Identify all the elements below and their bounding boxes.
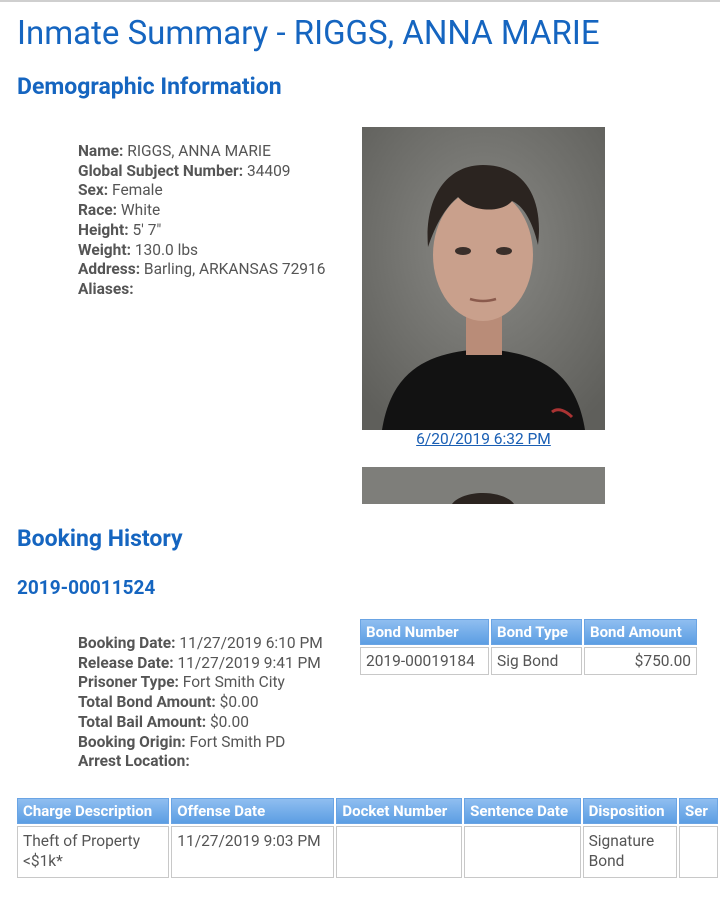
- charge-table: [15, 796, 720, 880]
- field-weight: Weight: 130.0 lbs: [78, 240, 199, 259]
- cell-offense-date: 11/27/2019 9:03 PM: [171, 826, 334, 878]
- demographic-info: [78, 142, 325, 300]
- booking-info: [78, 634, 323, 772]
- cell-docket-number: [336, 826, 462, 878]
- col-sentence-date[interactable]: Sentence Date: [464, 798, 580, 824]
- booking-history-heading: Booking History: [17, 525, 183, 552]
- booking-number: 2019-00011524: [17, 576, 156, 599]
- mugshot-date-link[interactable]: 6/20/2019 6:32 PM: [416, 430, 551, 448]
- field-release-date: Release Date: 11/27/2019 9:41 PM: [78, 653, 321, 672]
- cell-bond-number: 2019-00019184: [360, 647, 489, 675]
- table-row: [360, 647, 697, 675]
- top-divider: [0, 0, 720, 2]
- table-row: [17, 826, 718, 878]
- cell-bond-amount: $750.00: [584, 647, 697, 675]
- field-name: Name: RIGGS, ANNA MARIE: [78, 142, 271, 160]
- bond-table-header: [360, 619, 697, 645]
- cell-charge-description: Theft of Property <$1k*: [17, 826, 169, 878]
- col-bond-amount[interactable]: Bond Amount: [584, 619, 697, 645]
- col-sentence[interactable]: Ser: [679, 798, 718, 824]
- bond-table: [358, 617, 699, 677]
- charge-table-header: [17, 798, 718, 824]
- demographic-heading: Demographic Information: [17, 73, 282, 100]
- mugshot-photo[interactable]: [362, 127, 605, 430]
- field-race: Race: White: [78, 201, 161, 220]
- mugshot-portrait-icon-2: [362, 467, 605, 504]
- cell-sentence: [679, 826, 718, 878]
- field-sex: Sex: Female: [78, 181, 163, 200]
- field-aliases: Aliases:: [78, 279, 134, 298]
- col-charge-description[interactable]: Charge Description: [17, 798, 169, 824]
- field-height: Height: 5' 7": [78, 220, 162, 239]
- col-docket-number[interactable]: Docket Number: [336, 798, 462, 824]
- field-prisoner-type: Prisoner Type: Fort Smith City: [78, 673, 285, 692]
- field-booking-date: Booking Date: 11/27/2019 6:10 PM: [78, 634, 323, 652]
- page-title: Inmate Summary - RIGGS, ANNA MARIE: [17, 14, 600, 53]
- field-address: Address: Barling, ARKANSAS 72916: [78, 260, 326, 279]
- col-bond-type[interactable]: Bond Type: [491, 619, 582, 645]
- cell-disposition: Signature Bond: [583, 826, 677, 878]
- mugshot-portrait-icon: [362, 127, 605, 430]
- col-bond-number[interactable]: Bond Number: [360, 619, 489, 645]
- col-offense-date[interactable]: Offense Date: [171, 798, 334, 824]
- field-global-subject-number: Global Subject Number: 34409: [78, 161, 291, 180]
- mugshot-photo-2[interactable]: [362, 467, 605, 504]
- cell-bond-type: Sig Bond: [491, 647, 582, 675]
- field-arrest-location: Arrest Location:: [78, 752, 190, 771]
- field-total-bail-amount: Total Bail Amount: $0.00: [78, 712, 249, 731]
- col-disposition[interactable]: Disposition: [583, 798, 677, 824]
- field-total-bond-amount: Total Bond Amount: $0.00: [78, 693, 259, 712]
- cell-sentence-date: [464, 826, 580, 878]
- field-booking-origin: Booking Origin: Fort Smith PD: [78, 732, 286, 751]
